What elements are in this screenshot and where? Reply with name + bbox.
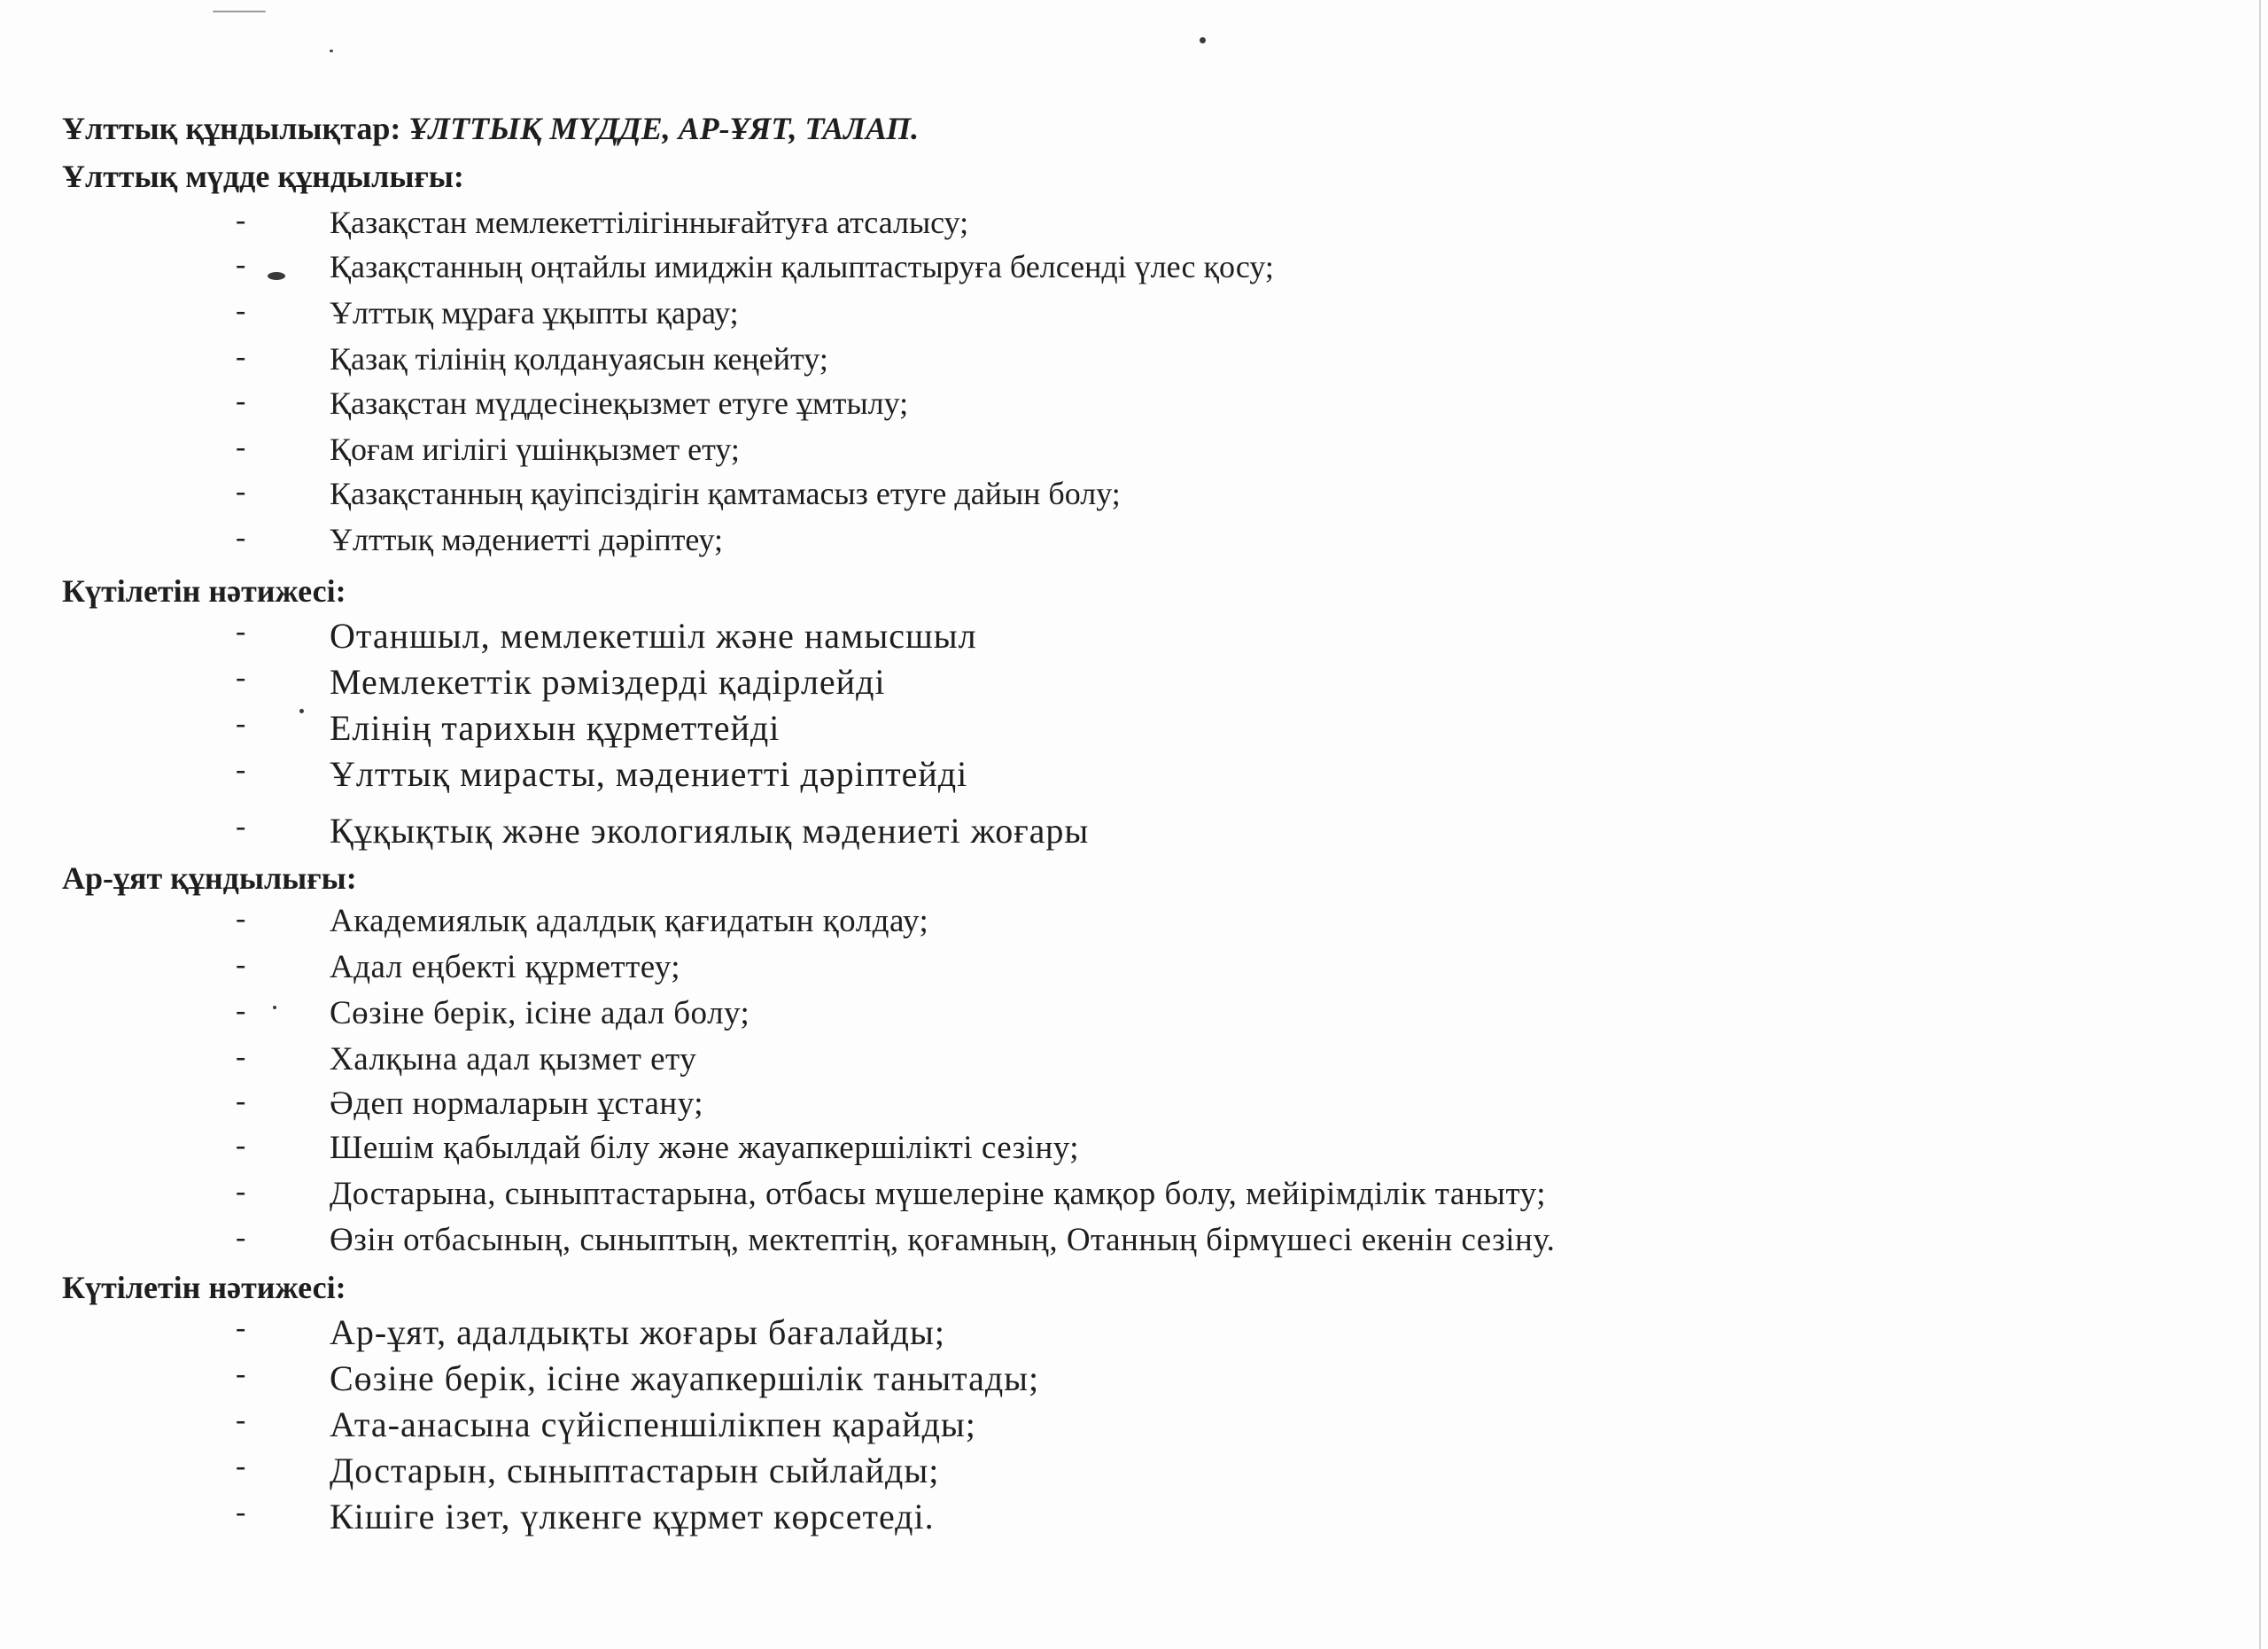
scan-speck [299, 709, 304, 713]
list-dash: - [236, 204, 246, 237]
scan-speck [1200, 37, 1206, 43]
list-dash: - [236, 1450, 246, 1482]
list-item-text: Қазақстанның оңтайлы имиджін қалыптастыруға белсенді үлес қосу; [330, 249, 1274, 284]
list-item-text: Кішіге ізет, үлкенге құрмет көрсетеді. [330, 1497, 935, 1536]
list-item-text: Қазақ тілінің қолдануаясын кеңейту; [330, 341, 828, 377]
scan-speck [273, 1006, 276, 1009]
list-item-text: Халқына адал қызмет ету [330, 1041, 697, 1077]
list-item-text: Мемлекеттік рәміздерді қадірлейді [330, 662, 886, 702]
list-item-text: Құқықтық және экологиялық мәдениеті жоғары [330, 811, 1090, 851]
list-dash: - [236, 294, 246, 327]
list-dash: - [236, 1496, 246, 1528]
list-dash: - [236, 661, 246, 694]
scan-smudge [268, 272, 285, 280]
list-dash: - [236, 810, 246, 843]
list-item-text: Қазақстан мүддесінеқызмет етуге ұмтылу; [330, 385, 909, 421]
list-item-text: Ұлттық мұраға ұқыпты қарау; [330, 295, 739, 331]
scan-speck [213, 11, 266, 12]
title-values: ҰЛТТЫҚ МҮДДЕ, АР-ҰЯТ, ТАЛАП. [408, 111, 920, 146]
list-item-text: Достарына, сыныптастарына, отбасы мүшелеріне қамқор болу, мейірімділік таныту; [330, 1176, 1546, 1212]
list-dash: - [236, 1311, 246, 1344]
list-dash: - [236, 1085, 246, 1117]
list-item-text: Өзін отбасының, сыныптың, мектептің, қоғамның, Отанның бірмүшесі екенін сезіну. [330, 1222, 1556, 1258]
list-item-text: Ар-ұят, адалдықты жоғары бағалайды; [330, 1312, 946, 1352]
scan-speck [330, 50, 333, 52]
document-title [62, 110, 919, 147]
list-dash: - [236, 615, 246, 648]
list-dash: - [236, 948, 246, 981]
list-dash: - [236, 753, 246, 786]
list-dash: - [236, 707, 246, 740]
list-dash: - [236, 340, 246, 373]
list-dash: - [236, 994, 246, 1027]
list-item-text: Сөзіне берік, ісіне адал болу; [330, 995, 750, 1031]
list-item-text: Ата-анасына сүйіспеншілікпен қарайды; [330, 1404, 976, 1444]
list-item-text: Сөзіне берік, ісіне жауапкершілік танытады; [330, 1358, 1040, 1398]
list-item-text: Академиялық адалдық қағидатын қолдау; [330, 903, 929, 939]
section-heading-national-interest: Ұлттық мүдде құндылығы: [62, 159, 464, 194]
list-dash: - [236, 1040, 246, 1073]
list-item-text: Қазақстанның қауіпсіздігін қамтамасыз етуге дайын болу; [330, 476, 1121, 511]
list-dash: - [236, 248, 246, 281]
list-item-text: Шешім қабылдай білу және жауапкершілікті сезіну; [330, 1130, 1080, 1166]
list-item-text: Қазақстан мемлекеттілігіннығайтуға атсалысу; [330, 205, 969, 240]
list-item-text: Ұлттық мәдениетті дәріптеу; [330, 522, 724, 557]
list-dash: - [236, 1175, 246, 1208]
list-item-text: Адал еңбекті құрметтеу; [330, 949, 681, 985]
list-item-text: Қоғам игілігі үшінқызмет ету; [330, 432, 740, 467]
list-dash: - [236, 385, 246, 417]
title-label: Ұлттық құндылықтар: [62, 111, 401, 146]
scan-edge [2259, 0, 2261, 1649]
list-dash: - [236, 1404, 246, 1436]
list-item-text: Елінің тарихын құрметтейді [330, 708, 781, 748]
list-dash: - [236, 902, 246, 935]
list-item-text: Отаншыл, мемлекетшіл және намысшыл [330, 616, 977, 656]
section-heading-expected-result-2: Күтілетін нәтижесі: [62, 1270, 346, 1305]
list-dash: - [236, 521, 246, 554]
list-dash: - [236, 1221, 246, 1254]
list-item-text: Ұлттық мирасты, мәдениетті дәріптейді [330, 754, 968, 794]
section-heading-conscience: Ар-ұят құндылығы: [62, 860, 357, 896]
list-dash: - [236, 1129, 246, 1162]
list-item-text: Достарын, сыныптастарын сыйлайды; [330, 1451, 940, 1490]
list-item-text: Әдеп нормаларын ұстану; [330, 1085, 704, 1122]
list-dash: - [236, 475, 246, 508]
list-dash: - [236, 431, 246, 463]
list-dash: - [236, 1357, 246, 1390]
section-heading-expected-result: Күтілетін нәтижесі: [62, 573, 346, 609]
